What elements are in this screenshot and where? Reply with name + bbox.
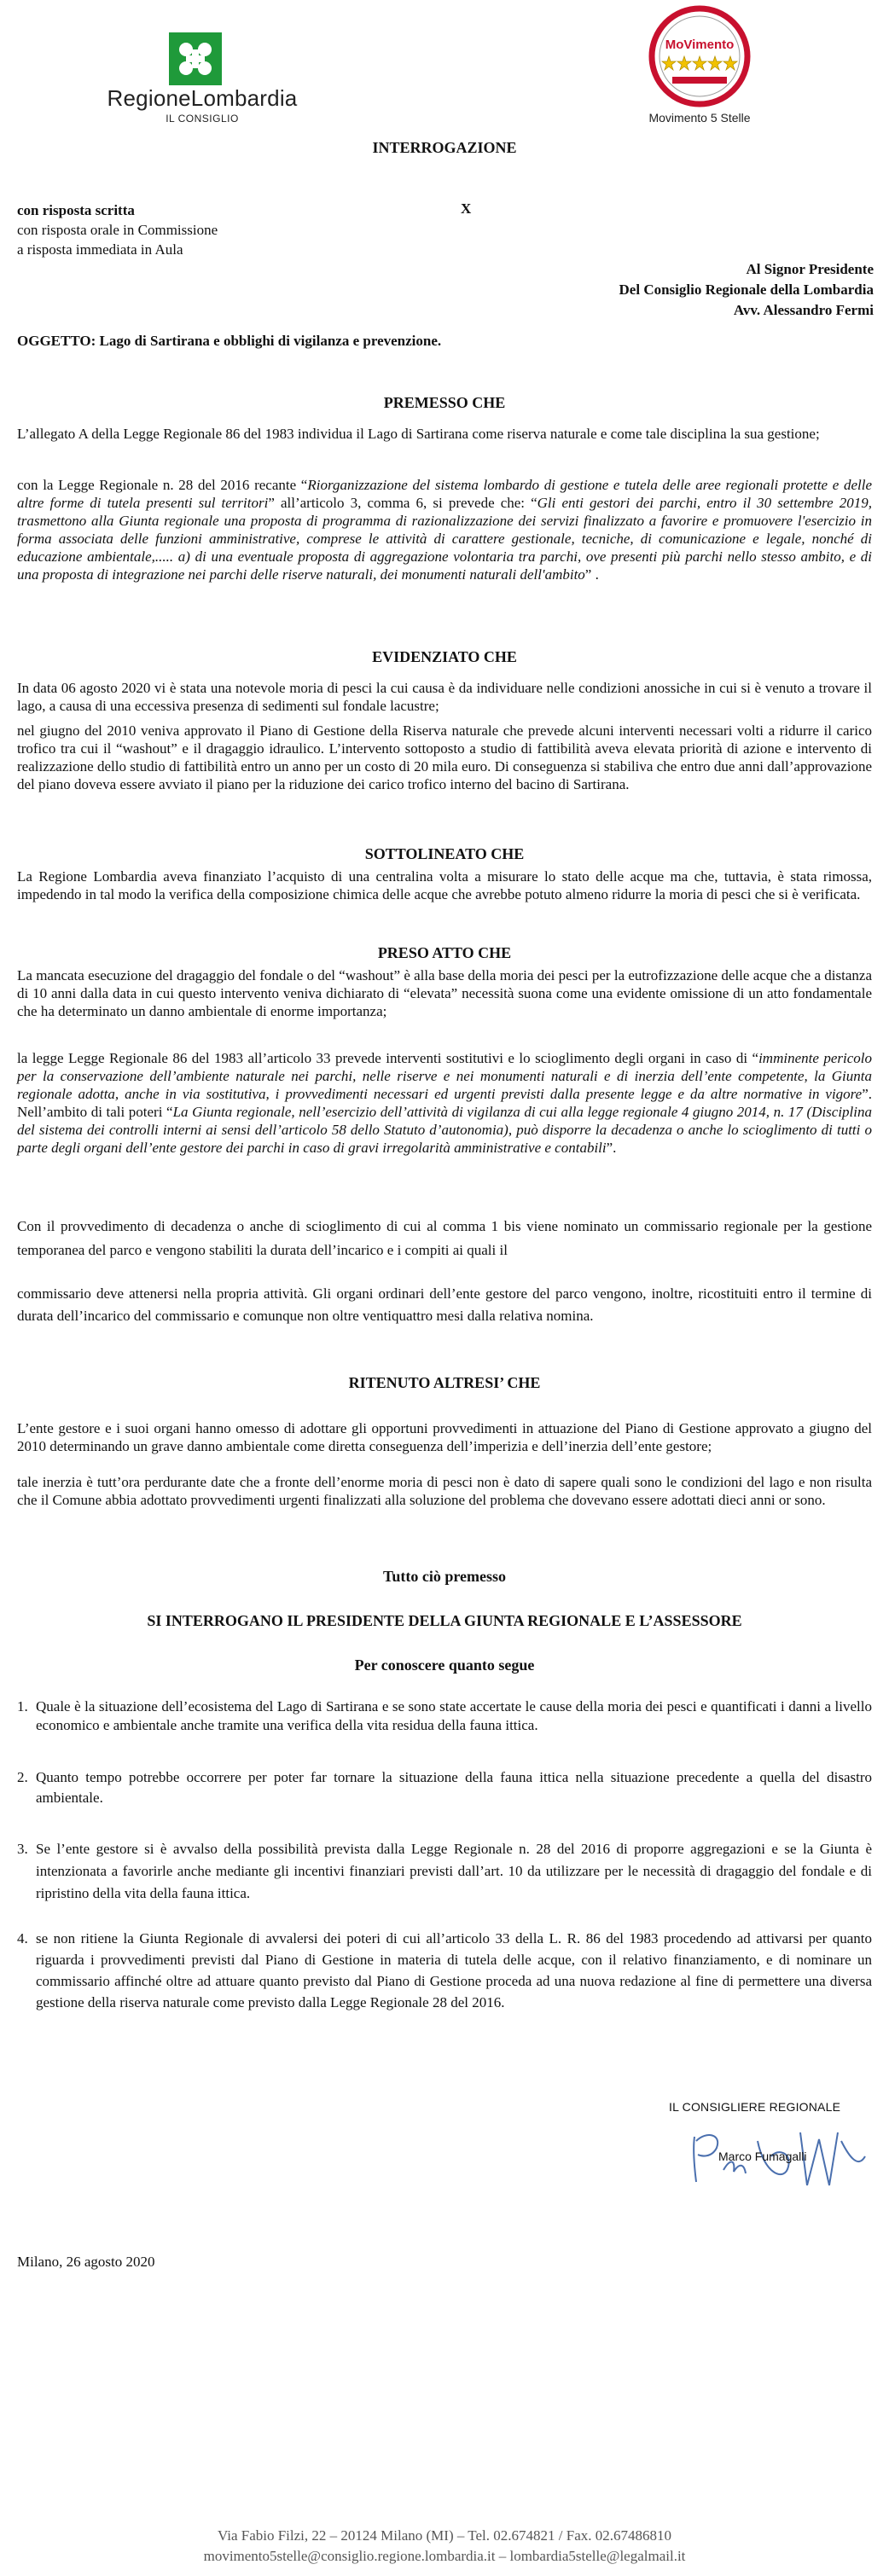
addressee-line-3: Avv. Alessandro Fermi xyxy=(733,302,874,318)
regione-lombardia-subtitle: IL CONSIGLIO xyxy=(166,113,239,125)
question-3-text: Se l’ente gestore si è avvalso della possibilità prevista dalla Legge Regionale n. 28 del 2016 di proporre aggregazioni e se la Giunta è intenzionata a favorirle anche mediante gli incentivi finanziari previsti dall’art. 10 da utilizzare per le necessità di dragaggio del fondale e di ripristino della vita della fauna ittica. xyxy=(36,1841,872,1901)
question-1-text: Quale è la situazione dell’ecosistema del Lago di Sartirana e se sono state accertate le cause della moria dei pesci e quantificati i danni a livello economico e ambientale anche tramite una verifica della vita residua della fauna ittica. xyxy=(36,1698,872,1733)
footer-emails: movimento5stelle@consiglio.regione.lombardia.it – lombardia5stelle@legalmail.it xyxy=(203,2548,686,2564)
question-1 xyxy=(17,1697,872,1735)
signature-title: IL CONSIGLIERE REGIONALE xyxy=(669,2100,841,2114)
question-4-text: se non ritiene la Giunta Regionale di avvalersi dei poteri di cui all’articolo 33 della L. R. 86 del 1983 procedendo ad attivarsi per quanto riguarda i provvedimenti previsti dal Piano di Gestione in materia di tutela delle acque, con il relativo finanziamento, e di nominare un commissario affinché oltre ad attuare quanto previsto dal Piano di Gestione proceda ad una nuova redazione al fine di permettere una diversa gestione della riserva naturale come previsto dalla Legge Regionale 28 del 2016. xyxy=(36,1930,872,2010)
movimento-5-stelle-logo xyxy=(623,5,776,133)
preso-atto-paragraph-3: Con il provvedimento di decadenza o anche di scioglimento di cui al comma 1 bis viene nominato un commissario regionale per la gestione temporanea del parco e vengono stabiliti la durata dell’incarico e i compiti ai quali il xyxy=(17,1218,872,1258)
si-interrogano-heading: SI INTERROGANO IL PRESIDENTE DELLA GIUNTA REGIONALE E L’ASSESSORE xyxy=(147,1612,742,1629)
option-immediate: a risposta immediata in Aula xyxy=(17,241,183,258)
per-conoscere-heading: Per conoscere quanto segue xyxy=(354,1656,535,1674)
question-4-number: 4. xyxy=(17,1930,28,1947)
footer-address: Via Fabio Filzi, 22 – 20124 Milano (MI) – Tel. 02.674821 / Fax. 02.67486810 xyxy=(217,2527,671,2544)
regione-lombardia-emblem-icon xyxy=(96,31,309,90)
preso-atto-paragraph-4: commissario deve attenersi nella propria attività. Gli organi ordinari dell’ente gestore del parco vengono, inoltre, ricostituiti entro il termine di durata dell’incarico del commissario e comunque non oltre ventiquattro mesi dalla relativa nomina. xyxy=(17,1285,872,1324)
question-2-text: Quanto tempo potrebbe occorrere per poter far tornare la situazione della fauna ittica nella situazione precedente a quella del disastro ambientale. xyxy=(36,1769,872,1806)
ritenuto-paragraph-1: L’ente gestore e i suoi organi hanno omesso di adottare gli opportuni provvedimenti in attuazione del Piano di Gestione approvato a giugno del 2010 determinando un grave danno ambientale come diretta conseguenza dell’imperizia e dell’inerzia dell’ente gestore; xyxy=(17,1420,872,1454)
heading-ritenuto: RITENUTO ALTRESI’ CHE xyxy=(348,1374,541,1391)
heading-sottolineato: SOTTOLINEATO CHE xyxy=(364,845,525,862)
premesso-paragraph-1: L’allegato A della Legge Regionale 86 del 1983 individua il Lago di Sartirana come riserva naturale e come tale disciplina la sua gestione; xyxy=(17,426,820,442)
m5s-caption: Movimento 5 Stelle xyxy=(648,111,751,125)
heading-premesso: PREMESSO CHE xyxy=(383,394,506,411)
preso-atto-paragraph-2: la legge Legge Regionale 86 del 1983 all’articolo 33 prevede interventi sostitutivi e lo scioglimento degli organi in caso di “imminente pericolo per la conservazione dell’ambiente naturale nei parchi, nelle riserve e nei monumenti naturali e di inerzia dell’ente competente, la Giunta regionale adotta, anche in via sostitutiva, i provvedimenti necessari ed urgenti previsti dalla presente legge e da altre normative in vigore”. Nell’ambito di tali poteri “La Giunta regionale, nell’esercizio dell’attività di vigilanza di cui alla legge regionale 4 giugno 2014, n. 17 (Disciplina del sistema dei controlli interni ai sensi dell’articolo 58 dello Statuto d’autonomia), può disporre la decadenza o anche lo scioglimento di tutti o parte degli organi dell’ente gestore dei parchi in caso di gravi irregolarità amministrative e contabili”. xyxy=(17,1050,872,1156)
question-3 xyxy=(17,1838,872,1905)
document-date: Milano, 26 agosto 2020 xyxy=(17,2254,155,2270)
signature-name: Marco Fumagalli xyxy=(718,2150,807,2163)
ritenuto-paragraph-2: tale inerzia è tutt’ora perdurante date che a fronte dell’enorme moria di pesci non è dato di sapere quali sono le condizioni del lago e non risulta che il Comune abbia adottato provvedimenti urgenti finalizzati alla soluzione del problema che dovevano essere adottati dieci anni or sono. xyxy=(17,1474,872,1508)
question-3-number: 3. xyxy=(17,1841,28,1857)
subject: OGGETTO: Lago di Sartirana e obblighi di vigilanza e prevenzione. xyxy=(17,333,442,349)
question-1-number: 1. xyxy=(17,1698,28,1714)
option-oral: con risposta orale in Commissione xyxy=(17,222,218,238)
heading-preso-atto: PRESO ATTO CHE xyxy=(377,944,512,961)
addressee-line-2: Del Consiglio Regionale della Lombardia xyxy=(619,281,874,298)
sottolineato-paragraph: La Regione Lombardia aveva finanziato l’acquisto di una centralina volta a misurare lo stato delle acque ma che, tuttavia, è stata rimossa, impedendo in tal modo la verifica della composizione chimica delle acque che avrebbe potuto almeno ridurre la moria di pesci che si è verificata. xyxy=(17,868,872,902)
question-2 xyxy=(17,1767,872,1808)
tutto-cio-premesso: Tutto ciò premesso xyxy=(383,1568,506,1585)
m5s-emblem-icon xyxy=(623,5,776,112)
m5s-logo-name: MoVimento xyxy=(665,38,735,52)
document-title: INTERROGAZIONE xyxy=(372,139,517,156)
regione-lombardia-wordmark: RegioneLombardia xyxy=(107,85,298,111)
addressee-line-1: Al Signor Presidente xyxy=(746,261,874,277)
question-2-number: 2. xyxy=(17,1769,28,1785)
question-4 xyxy=(17,1928,872,2013)
preso-atto-paragraph-1: La mancata esecuzione del dragaggio del fondale o del “washout” è alla base della moria dei pesci per la eutrofizzazione delle acque che a distanza di 10 anni dalla data in cui questo intervento veniva dichiarato di “elevata” necessità suona come una evidente omissione di un atto fondamentale che ha determinato un danno ambientale di enorme importanza; xyxy=(17,967,872,1019)
option-written-marker: X xyxy=(461,200,472,217)
option-written: con risposta scritta xyxy=(17,202,135,218)
regione-lombardia-logo xyxy=(96,31,309,133)
premesso-paragraph-2: con la Legge Regionale n. 28 del 2016 recante “Riorganizzazione del sistema lombardo di gestione e tutela delle aree regionali protette e delle altre forme di tutela presenti sul territori” all’articolo 3, comma 6, si prevede che: “Gli enti gestori dei parchi, entro il 30 settembre 2019, trasmettono alla Giunta regionale una proposta di programma di razionalizzazione dei servizi finalizzato a favorire e promuovere l'esercizio in forma associata delle funzioni amministrative, comprese le attività di carattere gestionale, tecniche, di comunicazione e legale, nonché di educazione ambientale,..... a) di una eventuale proposta di aggregazione volontaria tra parchi, ove presenti più parchi nello stesso ambito, e di una proposta di integrazione nei parchi delle riserve naturali, dei monumenti naturali dell'ambito” . xyxy=(17,477,872,583)
evidenziato-paragraph-1: In data 06 agosto 2020 vi è stata una notevole moria di pesci la cui causa è da individuare nelle condizioni anossiche in cui si è venuto a trovare il lago, a causa di una eccessiva presenza di sedimenti sul fondale lacustre; xyxy=(17,680,872,714)
evidenziato-paragraph-2: nel giugno del 2010 veniva approvato il Piano di Gestione della Riserva naturale che prevede alcuni interventi necessari volti a ridurre il carico trofico tra cui il “washout” e il dragaggio idraulico. L’intervento sottoposto a studio di fattibilità aveva elevata priorità di azione e intervento di realizzazione dello studio di fattibilità entro un anno per un costo di 20 mila euro. Di conseguenza si stabiliva che entro due anni dall’approvazione del piano doveva essere avviato il piano per la riduzione dei carico trofico interno del bacino di Sartirana. xyxy=(17,722,872,792)
heading-evidenziato: EVIDENZIATO CHE xyxy=(372,648,517,665)
